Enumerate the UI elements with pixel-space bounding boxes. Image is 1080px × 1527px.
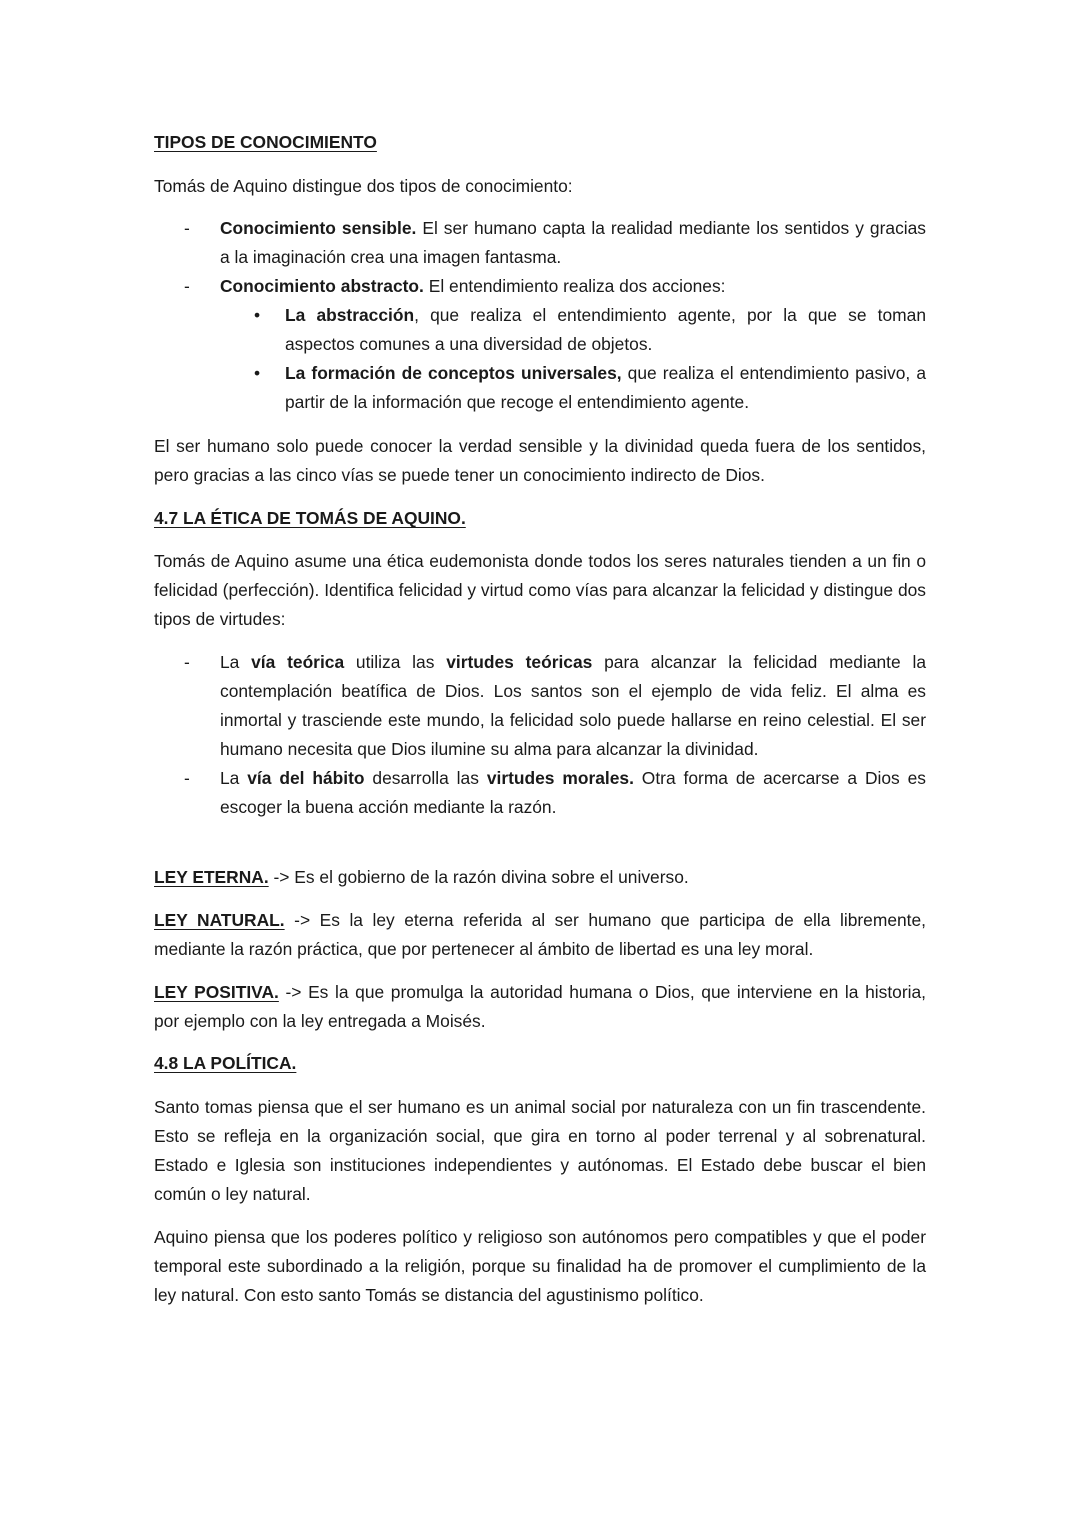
text: Otra forma de acercarse a Dios es escoger la buena acción mediante la razón. (220, 768, 926, 817)
item-text: que realiza el entendimiento pasivo, a partir de la información que recoge el entendimiento agente. (285, 363, 926, 412)
virtues-list (154, 648, 926, 822)
term: virtudes morales. (486, 768, 634, 788)
list-item (154, 648, 926, 764)
etica-intro: Tomás de Aquino asume una ética eudemonista donde todos los seres naturales tienden a un fin o felicidad (perfección). Identifica felicidad y virtud como vías para alcanzar la felicidad y distingue dos tipos de virtudes: (154, 551, 926, 629)
dash-bullet: - (184, 768, 190, 788)
list-item (154, 214, 926, 272)
item-term: Conocimiento abstracto. (220, 276, 424, 296)
item-text: El entendimiento realiza dos acciones: (423, 276, 726, 296)
ley-eterna (154, 863, 926, 892)
text: La (220, 652, 252, 672)
ley-natural (154, 906, 926, 964)
item-text: El ser humano capta la realidad mediante los sentidos y gracias a la imaginación crea una imagen fantasma. (220, 218, 926, 267)
term: virtudes teóricas (446, 652, 593, 672)
law-label: LEY NATURAL. (154, 910, 285, 930)
sub-list-item (154, 359, 926, 417)
politica-paragraph-1: Santo tomas piensa que el ser humano es un animal social por naturaleza con un fin trascendente. Esto se refleja en la organización social, que gira en torno al poder terrenal y al sobrenatural. Estado e Iglesia son instituciones independientes y autónomas. El Estado debe buscar el bien común o ley natural. (154, 1097, 926, 1204)
ley-positiva (154, 978, 926, 1036)
heading-tipos-conocimiento: TIPOS DE CONOCIMIENTO (154, 132, 377, 152)
item-term: La formación de conceptos universales, (285, 363, 622, 383)
term: vía del hábito (247, 768, 365, 788)
bullet-icon: • (254, 363, 261, 383)
dash-bullet: - (184, 276, 190, 296)
dash-bullet: - (184, 218, 190, 238)
sub-list-item (154, 301, 926, 359)
knowledge-list (154, 214, 926, 417)
term: vía teórica (251, 652, 345, 672)
law-text: -> Es la que promulga la autoridad humana o Dios, que interviene en la historia, por ejemplo con la ley entregada a Moisés. (154, 982, 926, 1031)
law-text: -> Es la ley eterna referida al ser humano que participa de ella libremente, mediante la razón práctica, que por pertenecer al ámbito de libertad es una ley moral. (154, 910, 926, 959)
politica-paragraph-2: Aquino piensa que los poderes político y religioso son autónomos pero compatibles y que el poder temporal este subordinado a la religión, porque su finalidad ha de promover el cumplimiento de la ley natural. Con esto santo Tomás se distancia del agustinismo político. (154, 1227, 926, 1305)
intro-paragraph: Tomás de Aquino distingue dos tipos de conocimiento: (154, 176, 573, 196)
list-item (154, 272, 926, 301)
text: utiliza las (344, 652, 447, 672)
law-text: -> Es el gobierno de la razón divina sobre el universo. (268, 867, 689, 887)
item-term: La abstracción (285, 305, 415, 325)
text: para alcanzar la felicidad mediante la contemplación beatífica de Dios. Los santos son el ejemplo de vida feliz. El alma es inmortal y trasciende este mundo, la felicidad solo puede hallarse en reino celestial. El ser humano necesita que Dios ilumine su alma para alcanzar la divinidad. (220, 652, 926, 759)
heading-politica: 4.8 LA POLÍTICA. (154, 1053, 297, 1073)
text: La (220, 768, 248, 788)
item-term: Conocimiento sensible. (220, 218, 417, 238)
dash-bullet: - (184, 652, 190, 672)
bullet-icon: • (254, 305, 261, 325)
closing-paragraph: El ser humano solo puede conocer la verdad sensible y la divinidad queda fuera de los sentidos, pero gracias a las cinco vías se puede tener un conocimiento indirecto de Dios. (154, 436, 926, 485)
heading-etica: 4.7 LA ÉTICA DE TOMÁS DE AQUINO. (154, 508, 466, 528)
law-label: LEY POSITIVA. (154, 982, 279, 1002)
list-item (154, 764, 926, 822)
item-text: , que realiza el entendimiento agente, por la que se toman aspectos comunes a una diversidad de objetos. (285, 305, 926, 354)
text: desarrolla las (364, 768, 487, 788)
law-label: LEY ETERNA. (154, 867, 269, 887)
